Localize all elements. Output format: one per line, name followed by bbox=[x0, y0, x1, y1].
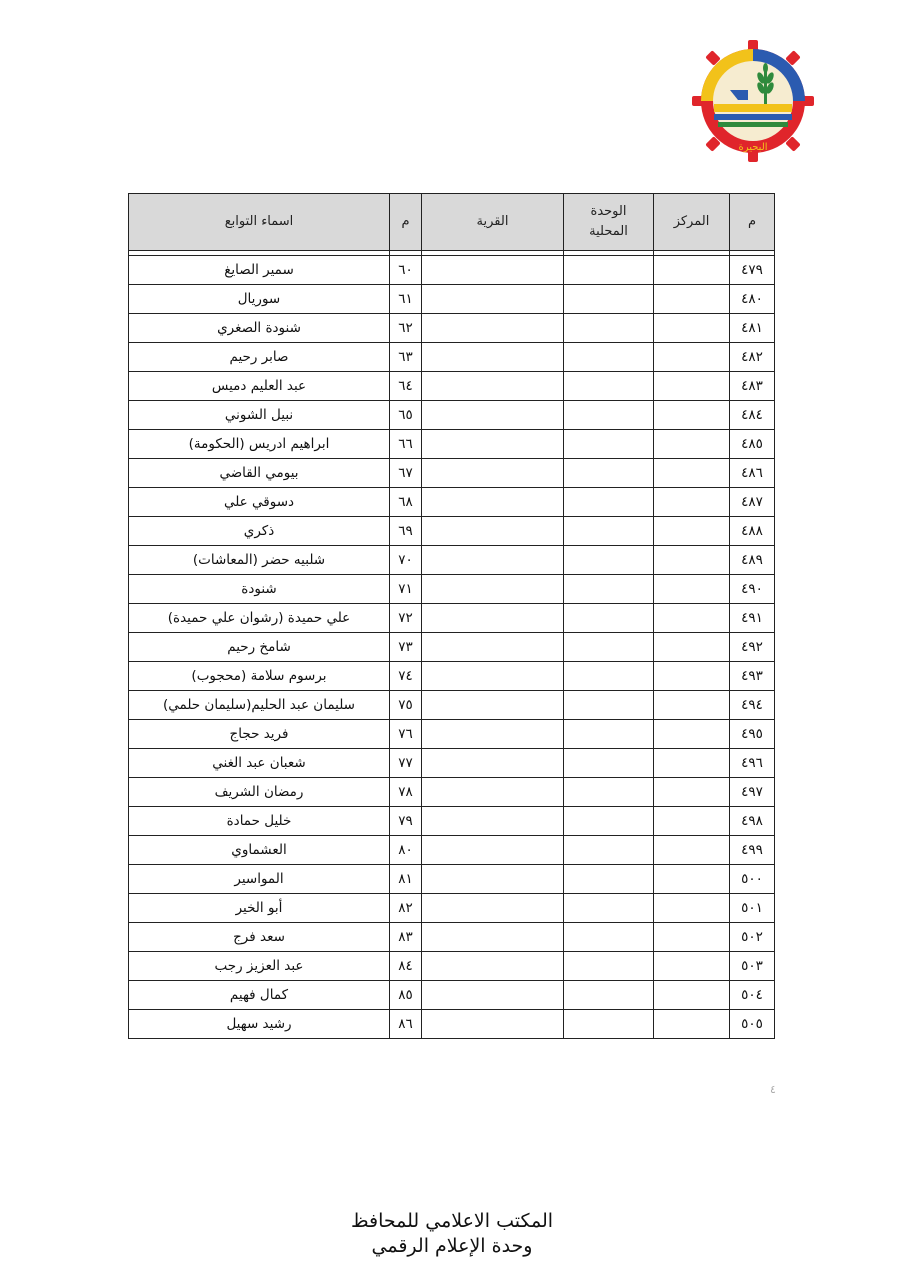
cell-name: سليمان عبد الحليم(سليمان حلمي) bbox=[129, 691, 390, 720]
cell-village bbox=[422, 314, 564, 343]
cell-center bbox=[654, 749, 730, 778]
cell-inner-number: ٧٣ bbox=[390, 633, 422, 662]
header-m-outer: م bbox=[730, 194, 775, 251]
cell-local-unit bbox=[564, 546, 654, 575]
cell-serial: ٥٠٣ bbox=[730, 952, 775, 981]
table-row bbox=[129, 517, 775, 546]
cell-inner-number: ٨٤ bbox=[390, 952, 422, 981]
cell-village bbox=[422, 720, 564, 749]
cell-center bbox=[654, 836, 730, 865]
cell-center bbox=[654, 807, 730, 836]
cell-village bbox=[422, 836, 564, 865]
cell-name: علي حميدة (رشوان علي حميدة) bbox=[129, 604, 390, 633]
cell-village bbox=[422, 430, 564, 459]
cell-village bbox=[422, 1010, 564, 1039]
cell-name: رمضان الشريف bbox=[129, 778, 390, 807]
cell-local-unit bbox=[564, 865, 654, 894]
cell-name: دسوقي علي bbox=[129, 488, 390, 517]
cell-village bbox=[422, 401, 564, 430]
cell-local-unit bbox=[564, 1010, 654, 1039]
cell-inner-number: ٧١ bbox=[390, 575, 422, 604]
cell-center bbox=[654, 285, 730, 314]
cell-serial: ٤٨٨ bbox=[730, 517, 775, 546]
cell-serial: ٥٠٠ bbox=[730, 865, 775, 894]
cell-serial: ٤٨٢ bbox=[730, 343, 775, 372]
cell-center bbox=[654, 517, 730, 546]
cell-center bbox=[654, 430, 730, 459]
table-row bbox=[129, 256, 775, 285]
cell-village bbox=[422, 575, 564, 604]
cell-name: عبد العليم دميس bbox=[129, 372, 390, 401]
cell-serial: ٤٨٠ bbox=[730, 285, 775, 314]
cell-village bbox=[422, 894, 564, 923]
table-row bbox=[129, 488, 775, 517]
cell-inner-number: ٨٦ bbox=[390, 1010, 422, 1039]
cell-name: أبو الخير bbox=[129, 894, 390, 923]
cell-inner-number: ٨٣ bbox=[390, 923, 422, 952]
cell-inner-number: ٨٠ bbox=[390, 836, 422, 865]
table-row bbox=[129, 865, 775, 894]
cell-village bbox=[422, 546, 564, 575]
cell-inner-number: ٦٠ bbox=[390, 256, 422, 285]
cell-serial: ٤٩٧ bbox=[730, 778, 775, 807]
cell-local-unit bbox=[564, 575, 654, 604]
cell-serial: ٤٨٤ bbox=[730, 401, 775, 430]
header-center: المركز bbox=[654, 194, 730, 251]
cell-center bbox=[654, 488, 730, 517]
table-row bbox=[129, 749, 775, 778]
table-row bbox=[129, 314, 775, 343]
table-row bbox=[129, 633, 775, 662]
cell-center bbox=[654, 546, 730, 575]
cell-center bbox=[654, 981, 730, 1010]
cell-name: بيومي القاضي bbox=[129, 459, 390, 488]
cell-center bbox=[654, 720, 730, 749]
table-row bbox=[129, 952, 775, 981]
header-village: القرية bbox=[422, 194, 564, 251]
cell-inner-number: ٧٨ bbox=[390, 778, 422, 807]
cell-center bbox=[654, 923, 730, 952]
header-local-unit-line2: المحلية bbox=[589, 224, 628, 239]
cell-local-unit bbox=[564, 836, 654, 865]
table-header bbox=[129, 194, 775, 251]
villages-table bbox=[128, 193, 775, 1039]
cell-village bbox=[422, 256, 564, 285]
cell-name: سمير الصايغ bbox=[129, 256, 390, 285]
header-names: اسماء التوابع bbox=[129, 194, 390, 251]
cell-name: شعبان عبد الغني bbox=[129, 749, 390, 778]
cell-serial: ٥٠٢ bbox=[730, 923, 775, 952]
table-row bbox=[129, 459, 775, 488]
cell-inner-number: ٧٧ bbox=[390, 749, 422, 778]
table-row bbox=[129, 604, 775, 633]
cell-center bbox=[654, 314, 730, 343]
cell-serial: ٤٩١ bbox=[730, 604, 775, 633]
cell-serial: ٥٠١ bbox=[730, 894, 775, 923]
table-row bbox=[129, 285, 775, 314]
cell-inner-number: ٧٢ bbox=[390, 604, 422, 633]
cell-local-unit bbox=[564, 923, 654, 952]
cell-local-unit bbox=[564, 488, 654, 517]
cell-serial: ٤٩٤ bbox=[730, 691, 775, 720]
table-row bbox=[129, 1010, 775, 1039]
footer-office: المكتب الاعلامي للمحافظ bbox=[350, 1210, 554, 1232]
cell-serial: ٤٨٥ bbox=[730, 430, 775, 459]
cell-village bbox=[422, 952, 564, 981]
cell-inner-number: ٧٦ bbox=[390, 720, 422, 749]
cell-village bbox=[422, 285, 564, 314]
cell-name: شلبيه حضر (المعاشات) bbox=[129, 546, 390, 575]
table-row bbox=[129, 836, 775, 865]
cell-center bbox=[654, 343, 730, 372]
cell-name: العشماوي bbox=[129, 836, 390, 865]
cell-local-unit bbox=[564, 256, 654, 285]
page-number: ٤ bbox=[770, 1083, 776, 1096]
cell-serial: ٤٩٩ bbox=[730, 836, 775, 865]
cell-center bbox=[654, 459, 730, 488]
table-row bbox=[129, 691, 775, 720]
cell-local-unit bbox=[564, 720, 654, 749]
cell-name: كمال فهيم bbox=[129, 981, 390, 1010]
cell-center bbox=[654, 691, 730, 720]
cell-center bbox=[654, 372, 730, 401]
cell-serial: ٤٧٩ bbox=[730, 256, 775, 285]
cell-name: برسوم سلامة (محجوب) bbox=[129, 662, 390, 691]
cell-local-unit bbox=[564, 372, 654, 401]
table-row bbox=[129, 778, 775, 807]
cell-village bbox=[422, 981, 564, 1010]
cell-village bbox=[422, 372, 564, 401]
cell-local-unit bbox=[564, 314, 654, 343]
cell-local-unit bbox=[564, 343, 654, 372]
table-row bbox=[129, 372, 775, 401]
cell-inner-number: ٦٥ bbox=[390, 401, 422, 430]
cell-village bbox=[422, 633, 564, 662]
cell-serial: ٤٨٧ bbox=[730, 488, 775, 517]
cell-local-unit bbox=[564, 981, 654, 1010]
cell-name: شامخ رحيم bbox=[129, 633, 390, 662]
cell-inner-number: ٧٥ bbox=[390, 691, 422, 720]
cell-inner-number: ٦٢ bbox=[390, 314, 422, 343]
cell-name: ابراهيم ادريس (الحكومة) bbox=[129, 430, 390, 459]
table-row bbox=[129, 430, 775, 459]
cell-inner-number: ٦٧ bbox=[390, 459, 422, 488]
cell-name: سوريال bbox=[129, 285, 390, 314]
table-row bbox=[129, 894, 775, 923]
cell-name: فريد حجاج bbox=[129, 720, 390, 749]
cell-village bbox=[422, 749, 564, 778]
cell-local-unit bbox=[564, 691, 654, 720]
cell-serial: ٤٨٣ bbox=[730, 372, 775, 401]
cell-local-unit bbox=[564, 285, 654, 314]
cell-name: شنودة الصغري bbox=[129, 314, 390, 343]
cell-serial: ٤٩٥ bbox=[730, 720, 775, 749]
cell-center bbox=[654, 256, 730, 285]
cell-local-unit bbox=[564, 749, 654, 778]
cell-local-unit bbox=[564, 662, 654, 691]
cell-serial: ٤٩٦ bbox=[730, 749, 775, 778]
cell-serial: ٤٨١ bbox=[730, 314, 775, 343]
header-local-unit bbox=[564, 194, 654, 251]
beheira-emblem-icon bbox=[690, 38, 816, 164]
cell-center bbox=[654, 604, 730, 633]
cell-local-unit bbox=[564, 633, 654, 662]
cell-local-unit bbox=[564, 894, 654, 923]
cell-center bbox=[654, 401, 730, 430]
cell-center bbox=[654, 575, 730, 604]
cell-name: شنودة bbox=[129, 575, 390, 604]
footer bbox=[0, 1209, 904, 1259]
cell-local-unit bbox=[564, 778, 654, 807]
cell-serial: ٤٩٨ bbox=[730, 807, 775, 836]
footer-digital-unit: وحدة الإعلام الرقمي bbox=[371, 1235, 533, 1257]
table-row bbox=[129, 343, 775, 372]
cell-village bbox=[422, 488, 564, 517]
cell-center bbox=[654, 1010, 730, 1039]
cell-village bbox=[422, 865, 564, 894]
governorate-logo bbox=[690, 38, 816, 164]
cell-inner-number: ٨١ bbox=[390, 865, 422, 894]
cell-inner-number: ٦٣ bbox=[390, 343, 422, 372]
header-local-unit-line1: الوحدة bbox=[590, 204, 627, 219]
cell-serial: ٤٩٢ bbox=[730, 633, 775, 662]
cell-serial: ٤٨٩ bbox=[730, 546, 775, 575]
logo-text: البحيرة bbox=[738, 142, 768, 153]
cell-name: خليل حمادة bbox=[129, 807, 390, 836]
cell-inner-number: ٨٢ bbox=[390, 894, 422, 923]
cell-local-unit bbox=[564, 807, 654, 836]
cell-village bbox=[422, 459, 564, 488]
table-row bbox=[129, 401, 775, 430]
cell-inner-number: ٨٥ bbox=[390, 981, 422, 1010]
cell-local-unit bbox=[564, 430, 654, 459]
cell-name: سعد فرج bbox=[129, 923, 390, 952]
table-row bbox=[129, 807, 775, 836]
cell-inner-number: ٧٩ bbox=[390, 807, 422, 836]
cell-serial: ٤٩٣ bbox=[730, 662, 775, 691]
cell-name: عبد العزيز رجب bbox=[129, 952, 390, 981]
table-row bbox=[129, 981, 775, 1010]
cell-center bbox=[654, 865, 730, 894]
cell-serial: ٤٩٠ bbox=[730, 575, 775, 604]
cell-center bbox=[654, 633, 730, 662]
cell-center bbox=[654, 894, 730, 923]
cell-village bbox=[422, 691, 564, 720]
cell-inner-number: ٧٤ bbox=[390, 662, 422, 691]
cell-inner-number: ٦٨ bbox=[390, 488, 422, 517]
cell-local-unit bbox=[564, 401, 654, 430]
cell-inner-number: ٧٠ bbox=[390, 546, 422, 575]
cell-inner-number: ٦١ bbox=[390, 285, 422, 314]
cell-village bbox=[422, 778, 564, 807]
cell-name: نبيل الشوني bbox=[129, 401, 390, 430]
cell-center bbox=[654, 778, 730, 807]
table-row bbox=[129, 575, 775, 604]
table-row bbox=[129, 923, 775, 952]
cell-local-unit bbox=[564, 604, 654, 633]
cell-inner-number: ٦٦ bbox=[390, 430, 422, 459]
cell-name: رشيد سهيل bbox=[129, 1010, 390, 1039]
table-row bbox=[129, 546, 775, 575]
cell-center bbox=[654, 952, 730, 981]
cell-village bbox=[422, 923, 564, 952]
cell-serial: ٥٠٥ bbox=[730, 1010, 775, 1039]
cell-local-unit bbox=[564, 517, 654, 546]
cell-name: المواسير bbox=[129, 865, 390, 894]
cell-name: صابر رحيم bbox=[129, 343, 390, 372]
cell-village bbox=[422, 604, 564, 633]
cell-center bbox=[654, 662, 730, 691]
table-row bbox=[129, 662, 775, 691]
header-m-inner: م bbox=[390, 194, 422, 251]
cell-serial: ٤٨٦ bbox=[730, 459, 775, 488]
cell-village bbox=[422, 517, 564, 546]
cell-local-unit bbox=[564, 952, 654, 981]
table-row bbox=[129, 720, 775, 749]
cell-village bbox=[422, 662, 564, 691]
cell-inner-number: ٦٩ bbox=[390, 517, 422, 546]
cell-village bbox=[422, 807, 564, 836]
cell-inner-number: ٦٤ bbox=[390, 372, 422, 401]
cell-serial: ٥٠٤ bbox=[730, 981, 775, 1010]
cell-local-unit bbox=[564, 459, 654, 488]
cell-name: ذكري bbox=[129, 517, 390, 546]
cell-village bbox=[422, 343, 564, 372]
